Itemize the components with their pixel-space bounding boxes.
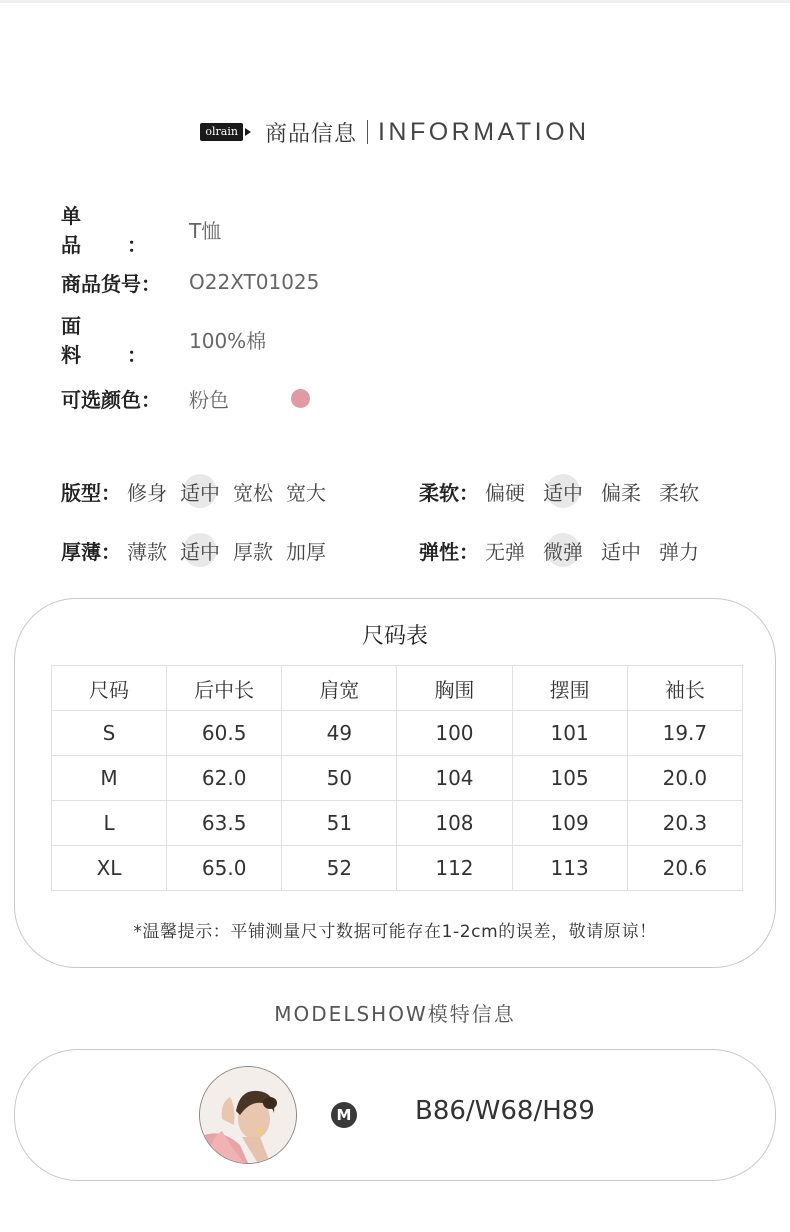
attr-option: 厚款 [233, 539, 273, 564]
table-cell: 101 [512, 711, 627, 756]
table-row [52, 711, 743, 756]
info-label [61, 310, 193, 368]
attr-option: 宽松 [233, 480, 273, 505]
model-section-title: MODELSHOW模特信息 [274, 1002, 516, 1026]
attr-label: 柔软： [419, 480, 479, 505]
attr-option: 偏柔 [601, 480, 641, 505]
section-header [0, 112, 790, 152]
table-cell: 20.0 [627, 756, 742, 801]
info-label-text: 面料： [61, 314, 193, 367]
attr-elasticity [419, 532, 712, 568]
table-header: 胸围 [397, 666, 512, 711]
table-cell: 109 [512, 801, 627, 846]
attr-option: 弹力 [659, 539, 699, 564]
table-cell: 60.5 [167, 711, 282, 756]
attr-option: 宽大 [286, 480, 326, 505]
table-header: 肩宽 [282, 666, 397, 711]
attr-thickness [61, 532, 339, 568]
brand-logo [200, 123, 251, 141]
model-avatar [199, 1066, 297, 1164]
attr-fit [61, 473, 339, 509]
attr-option-selected: 微弹 [543, 536, 583, 565]
model-size-badge: M [331, 1102, 357, 1128]
table-header: 袖长 [627, 666, 742, 711]
color-swatch [291, 389, 310, 408]
attr-option-selected: 适中 [543, 477, 583, 506]
table-cell: 65.0 [167, 846, 282, 891]
header-separator [367, 120, 368, 144]
model-measurements: B86/W68/H89 [415, 1096, 595, 1126]
info-value: 100%棉 [189, 328, 267, 353]
brand-logo-text: olrain [200, 123, 243, 141]
table-cell: 51 [282, 801, 397, 846]
info-label: 可选颜色： [61, 387, 161, 412]
attr-option: 适中 [601, 539, 641, 564]
header-title-cn: 商品信息 [264, 121, 357, 147]
info-value: T恤 [189, 218, 222, 243]
info-value: 粉色 [189, 387, 229, 412]
table-cell: 19.7 [627, 711, 742, 756]
info-row-fabric [61, 314, 267, 367]
attr-option: 加厚 [286, 539, 326, 564]
table-header: 后中长 [167, 666, 282, 711]
info-row-color [61, 383, 310, 413]
attr-option: 薄款 [127, 539, 167, 564]
table-cell: 113 [512, 846, 627, 891]
info-value: O22XT01025 [189, 270, 320, 294]
play-triangle-icon [245, 128, 251, 136]
table-cell: 20.6 [627, 846, 742, 891]
table-cell: XL [52, 846, 167, 891]
model-card [14, 1049, 776, 1181]
attr-label: 弹性： [419, 539, 479, 564]
header-title-en: INFORMATION [377, 117, 590, 146]
attr-softness [419, 473, 712, 509]
table-cell: 112 [397, 846, 512, 891]
attr-option-selected: 适中 [180, 477, 220, 506]
model-portrait-image [200, 1067, 296, 1163]
table-cell: S [52, 711, 167, 756]
table-cell: 104 [397, 756, 512, 801]
attr-label: 厚薄： [61, 539, 121, 564]
size-chart-title: 尺码表 [361, 624, 428, 649]
table-cell: 20.3 [627, 801, 742, 846]
info-label: 商品货号： [61, 271, 161, 296]
attr-option: 修身 [127, 480, 167, 505]
attr-option: 偏硬 [485, 480, 525, 505]
table-cell: M [52, 756, 167, 801]
info-row-item [61, 204, 222, 257]
table-cell: L [52, 801, 167, 846]
attr-option: 柔软 [659, 480, 699, 505]
table-header-row [52, 666, 743, 711]
attr-option: 无弹 [485, 539, 525, 564]
attr-label: 版型： [61, 480, 121, 505]
measurement-note: *温馨提示：平铺测量尺寸数据可能存在1-2cm的误差，敬请原谅！ [133, 922, 657, 942]
size-table [51, 665, 743, 891]
attr-option-selected: 适中 [180, 536, 220, 565]
info-label-text: 单品： [61, 204, 193, 257]
table-header: 摆围 [512, 666, 627, 711]
size-chart-card [14, 598, 776, 968]
table-cell: 50 [282, 756, 397, 801]
info-label [61, 200, 193, 258]
info-row-sku [61, 267, 319, 297]
top-divider [0, 0, 790, 3]
table-cell: 105 [512, 756, 627, 801]
table-cell: 108 [397, 801, 512, 846]
table-row [52, 756, 743, 801]
table-row [52, 801, 743, 846]
table-cell: 49 [282, 711, 397, 756]
table-header: 尺码 [52, 666, 167, 711]
table-cell: 100 [397, 711, 512, 756]
table-cell: 52 [282, 846, 397, 891]
table-cell: 62.0 [167, 756, 282, 801]
table-cell: 63.5 [167, 801, 282, 846]
table-row [52, 846, 743, 891]
